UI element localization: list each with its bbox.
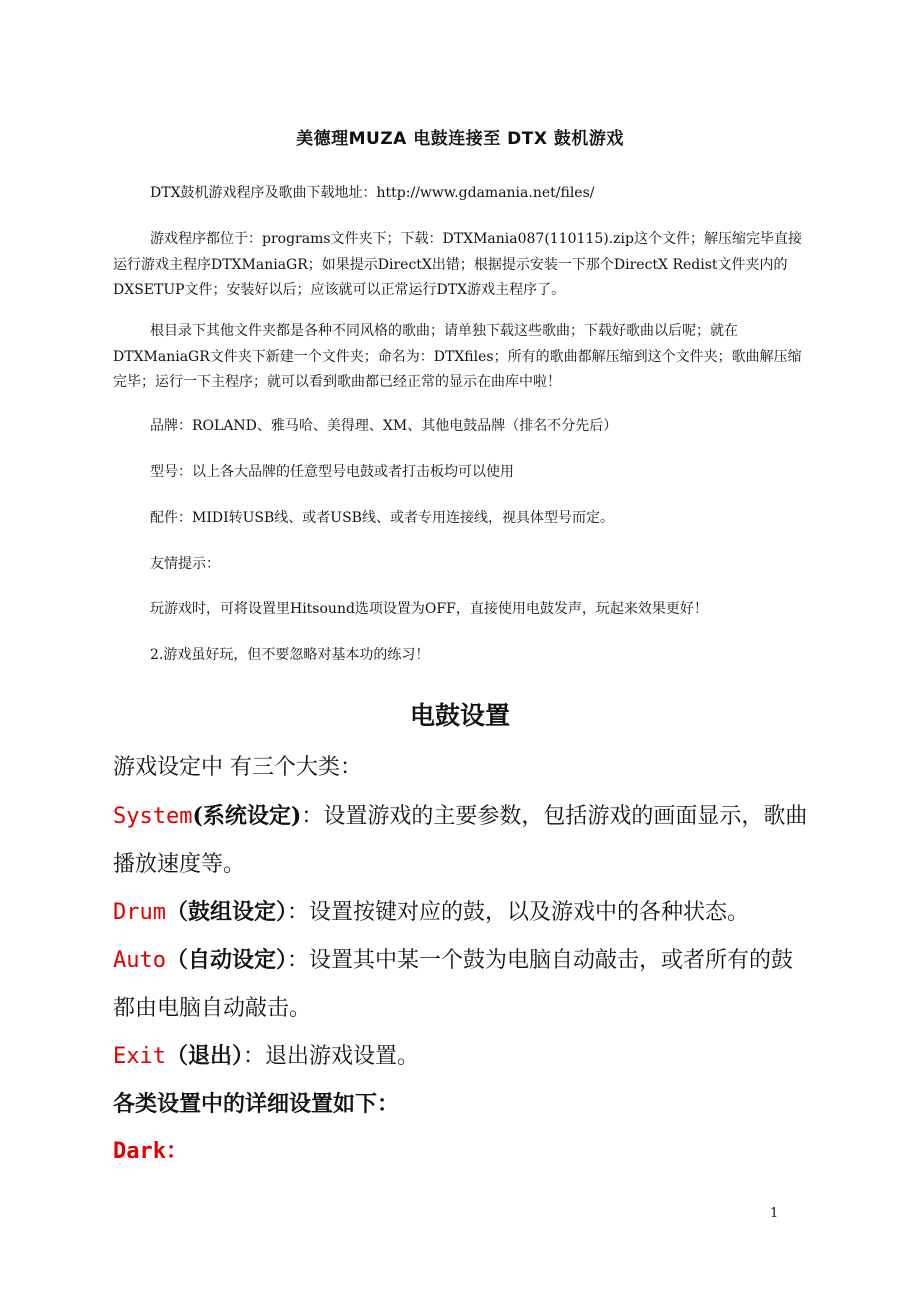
category-key: Drum [113, 900, 166, 925]
category-auto [113, 936, 813, 1033]
tip-heading: 友情提示： [150, 556, 220, 572]
category-drum [113, 888, 813, 937]
category-name: （自动设定） [165, 947, 287, 973]
model-paragraph: 型号：以上各大品牌的任意型号电鼓或者打击板均可以使用 [150, 464, 514, 480]
programs-paragraph: 游戏程序都位于：programs文件夹下；下载：DTXMania087(110115).zip这个文件；解压缩完毕直接运行游戏主程序DTXManiaGR；如果提示DirectX出错；根据提示安装一下那个DirectX Redist文件夹内的DXSETUP文件；安装好以后；应该就可以正常运行DTX游戏主程序了。 [113, 231, 802, 298]
category-description: ：设置其中某一个鼓为电脑自动敲击，或者所有的鼓都由电脑自动敲击。 [113, 948, 794, 1021]
category-description: ：退出游戏设置。 [243, 1044, 420, 1069]
tip-one: 玩游戏时，可将设置里Hitsound选项设置为OFF，直接使用电鼓发声，玩起来效果更好！ [150, 601, 708, 617]
accessory-paragraph: 配件：MIDI转USB线、或者USB线、或者专用连接线，视具体型号而定。 [150, 510, 614, 526]
category-key: Auto [113, 948, 166, 973]
category-exit [113, 1032, 813, 1081]
category-key: System [113, 804, 193, 829]
details-heading: 各类设置中的详细设置如下： [113, 1091, 400, 1117]
category-description: ：设置按键对应的鼓，以及游戏中的各种状态。 [287, 900, 750, 925]
category-system [113, 792, 813, 889]
category-key: Exit [113, 1044, 166, 1069]
tip-two: 2.游戏虽好玩，但不要忽略对基本功的练习！ [150, 647, 430, 663]
category-name: （鼓组设定） [165, 899, 287, 925]
category-name: （退出） [165, 1043, 243, 1069]
page-number: 1 [770, 1206, 779, 1221]
download-paragraph: DTX鼓机游戏程序及歌曲下载地址：http://www.gdamania.net/files/ [150, 185, 595, 201]
category-description: ：设置游戏的主要参数，包括游戏的画面显示，歌曲播放速度等。 [113, 804, 808, 877]
brand-paragraph: 品牌：ROLAND、雅马哈、美得理、XM、其他电鼓品牌（排名不分先后） [150, 418, 618, 434]
songs-paragraph: 根目录下其他文件夹都是各种不同风格的歌曲；请单独下载这些歌曲；下载好歌曲以后呢；就在DTXManiaGR文件夹下新建一个文件夹；命名为：DTXfiles；所有的歌曲都解压缩到这个文件夹；歌曲解压缩完毕；运行一下主程序；就可以看到歌曲都已经正常的显示在曲库中啦！ [113, 323, 802, 390]
section-intro: 游戏设定中 有三个大类： [113, 755, 362, 780]
category-name: (系统设定) [192, 803, 302, 829]
section-title: 电鼓设置 [409, 701, 510, 730]
document-title: 美德理MUZA 电鼓连接至 DTX 鼓机游戏 [296, 129, 624, 149]
dark-label: Dark： [113, 1139, 188, 1164]
